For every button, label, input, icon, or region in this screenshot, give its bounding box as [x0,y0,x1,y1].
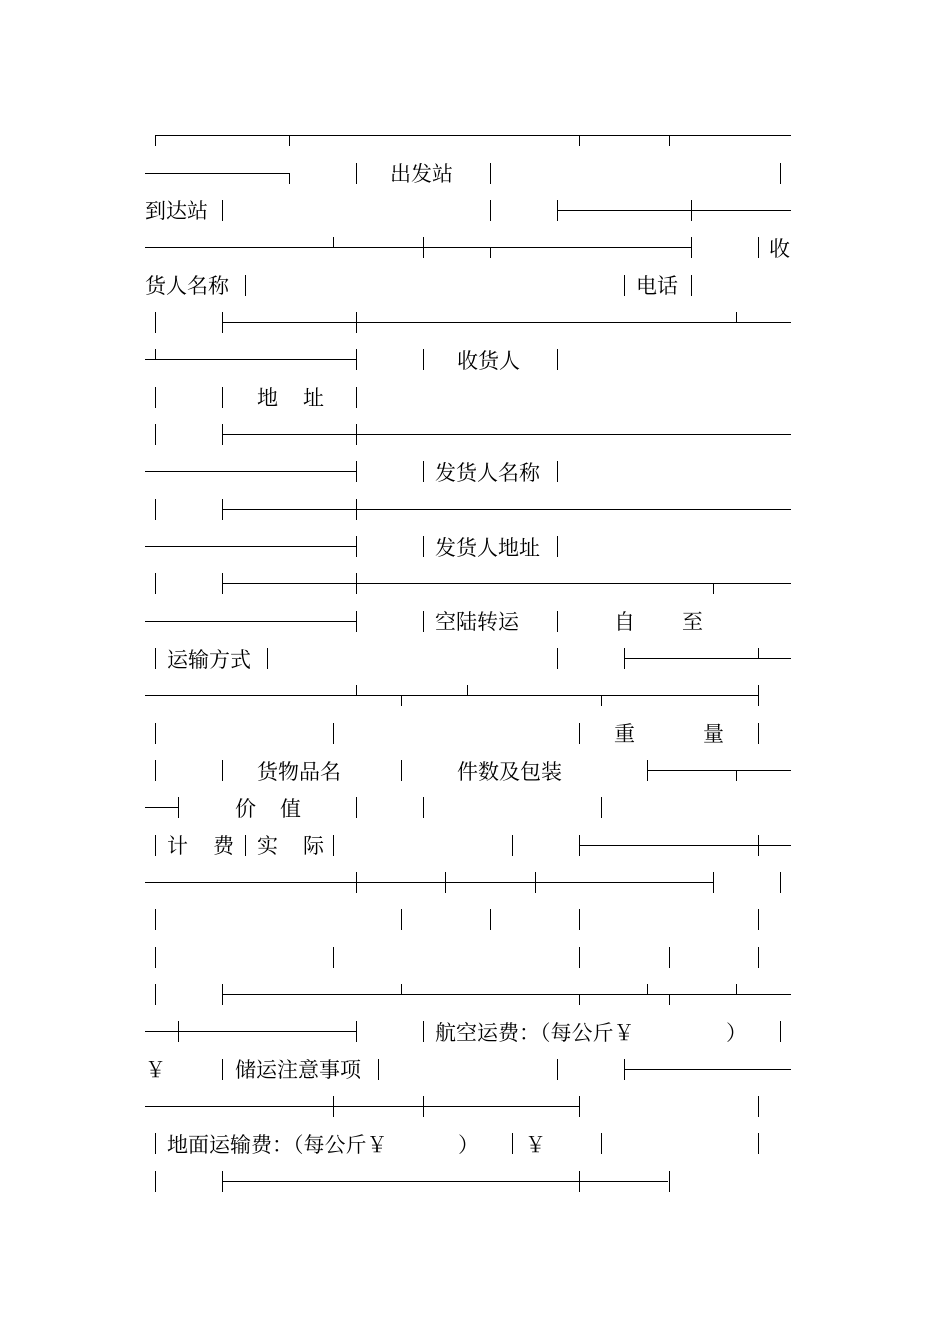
table-rule [145,546,356,547]
table-rule [155,424,156,445]
address-di-label: 地 [257,386,278,410]
table-rule [758,1096,759,1117]
table-rule [601,695,602,706]
table-rule [758,723,759,744]
table-rule [423,797,424,818]
table-rule [557,1059,558,1080]
table-rule [145,882,714,883]
table-rule [669,994,670,1005]
table-rule [713,583,714,594]
table-rule [356,312,357,333]
table-rule [378,1059,379,1080]
table-rule [289,135,290,146]
table-rule [356,797,357,818]
table-rule [222,760,223,781]
table-rule [222,994,791,995]
value-zhi-label: 值 [280,797,301,821]
table-rule [490,909,491,930]
table-rule [758,1133,759,1154]
table-rule [356,1021,357,1042]
table-rule [579,1096,580,1117]
to-label: 至 [682,610,703,634]
shipper-name-label: 发货人名称 [435,461,540,485]
table-rule [579,845,791,846]
table-rule [155,1171,156,1192]
table-rule [713,872,714,893]
table-rule [512,1133,513,1154]
table-rule [624,275,625,296]
table-rule [512,835,513,856]
table-rule [579,1171,580,1192]
table-rule [624,658,791,659]
table-rule [155,312,156,333]
table-rule [557,210,791,211]
table-rule [333,835,334,856]
table-rule [222,200,223,221]
table-rule [155,135,791,136]
address-zhi-label: 址 [303,386,324,410]
table-rule [423,237,424,258]
table-rule [557,200,558,221]
table-rule [356,536,357,557]
table-rule [669,1171,670,1192]
table-rule [356,573,357,594]
table-rule [758,947,759,968]
table-rule [356,163,357,184]
table-rule [624,1059,625,1080]
actual-shi-label: 实 [257,834,278,858]
table-rule [423,1021,424,1042]
table-rule [423,536,424,557]
arrival-station-label: 到达站 [145,199,208,223]
table-rule [423,349,424,370]
table-rule [669,947,670,968]
table-rule [557,349,558,370]
table-rule [467,685,468,695]
table-rule [356,424,357,445]
consignee-name-label: 货人名称 [145,274,229,298]
table-rule [736,984,737,994]
table-rule [222,1059,223,1080]
table-rule [356,499,357,520]
table-rule [758,909,759,930]
table-rule [736,312,737,322]
ground-freight-label: 地面运输费：（每公斤￥ [167,1133,388,1157]
table-rule [624,1069,791,1070]
table-rule [155,760,156,781]
table-rule [356,349,357,370]
table-rule [145,247,691,248]
table-rule [178,1021,179,1042]
table-rule [145,471,356,472]
table-rule [647,770,791,771]
table-rule [356,461,357,482]
table-rule [579,723,580,744]
table-rule [490,200,491,221]
table-rule [579,835,580,856]
ground-freight-paren-close: ） [458,1133,479,1157]
billing-ji-label: 计 [167,834,188,858]
table-rule [579,994,580,1005]
table-rule [736,770,737,781]
table-rule [557,648,558,669]
table-rule [401,695,402,706]
air-freight-label: 航空运费：（每公斤￥ [435,1021,635,1045]
table-rule [145,1106,579,1107]
table-rule [401,984,402,994]
table-rule [780,163,781,184]
table-rule [155,909,156,930]
table-rule [333,947,334,968]
table-rule [423,461,424,482]
table-rule [647,984,648,994]
table-rule [758,685,759,706]
table-rule [557,461,558,482]
table-rule [222,499,223,520]
from-label: 自 [614,610,635,634]
table-rule [155,573,156,594]
air-freight-paren-close: ） [726,1021,747,1045]
table-rule [222,434,791,435]
table-rule [222,583,791,584]
table-rule [333,723,334,744]
table-rule [333,237,334,247]
table-rule [155,499,156,520]
departure-station-label: 出发站 [390,162,453,186]
table-rule [267,648,268,669]
receive-tail-label: 收 [769,237,790,261]
table-rule [222,984,223,1005]
goods-name-label: 货物品名 [257,760,341,784]
transport-mode-label: 运输方式 [167,648,251,672]
table-rule [691,237,692,258]
table-rule [669,135,670,146]
table-rule [155,835,156,856]
table-rule [155,723,156,744]
table-rule [155,947,156,968]
air-freight-yen: ￥ [145,1058,166,1082]
table-rule [145,695,759,696]
weight-zhong-label: 重 [614,722,635,746]
table-rule [155,1133,156,1154]
table-rule [245,275,246,296]
table-rule [557,611,558,632]
table-rule [222,1171,223,1192]
table-rule [423,1096,424,1117]
table-rule [601,797,602,818]
table-rule [289,173,290,184]
billing-fei-label: 费 [213,834,234,858]
table-rule [601,1133,602,1154]
table-rule [401,760,402,781]
table-rule [222,312,223,333]
actual-ji-label: 际 [303,834,324,858]
table-rule [155,349,156,359]
table-rule [155,984,156,1005]
phone-label: 电话 [636,274,678,298]
table-rule [222,509,791,510]
table-rule [145,1031,356,1032]
table-rule [780,1021,781,1042]
table-rule [222,1181,668,1182]
table-rule [356,387,357,408]
table-rule [490,163,491,184]
table-rule [579,909,580,930]
table-rule [222,424,223,445]
table-rule [222,573,223,594]
table-rule [222,387,223,408]
table-rule [145,359,356,360]
table-rule [245,835,246,856]
table-rule [579,135,580,146]
ground-freight-yen: ￥ [525,1133,546,1157]
table-rule [401,909,402,930]
table-rule [758,237,759,258]
table-rule [423,611,424,632]
table-rule [333,1096,334,1117]
table-rule [356,685,357,695]
shipper-address-label: 发货人地址 [435,536,540,560]
table-rule [758,648,759,658]
table-rule [445,872,446,893]
table-rule [145,173,290,174]
table-rule [535,872,536,893]
table-rule [691,200,692,221]
table-rule [758,835,759,856]
table-rule [780,872,781,893]
table-rule [691,275,692,296]
table-rule [356,872,357,893]
table-rule [579,947,580,968]
table-rule [624,648,625,669]
table-rule [222,322,791,323]
weight-liang-label: 量 [703,722,724,746]
consignee-label: 收货人 [457,349,520,373]
table-rule [178,797,179,818]
storage-notes-label: 储运注意事项 [235,1058,361,1082]
table-rule [155,387,156,408]
table-rule [557,536,558,557]
air-land-transfer-label: 空陆转运 [435,610,519,634]
value-jia-label: 价 [235,797,256,821]
table-rule [155,648,156,669]
table-rule [145,621,356,622]
table-rule [647,760,648,781]
table-rule [490,247,491,258]
table-rule [155,135,156,146]
table-rule [145,807,178,808]
table-rule [356,611,357,632]
pieces-packing-label: 件数及包装 [457,760,562,784]
